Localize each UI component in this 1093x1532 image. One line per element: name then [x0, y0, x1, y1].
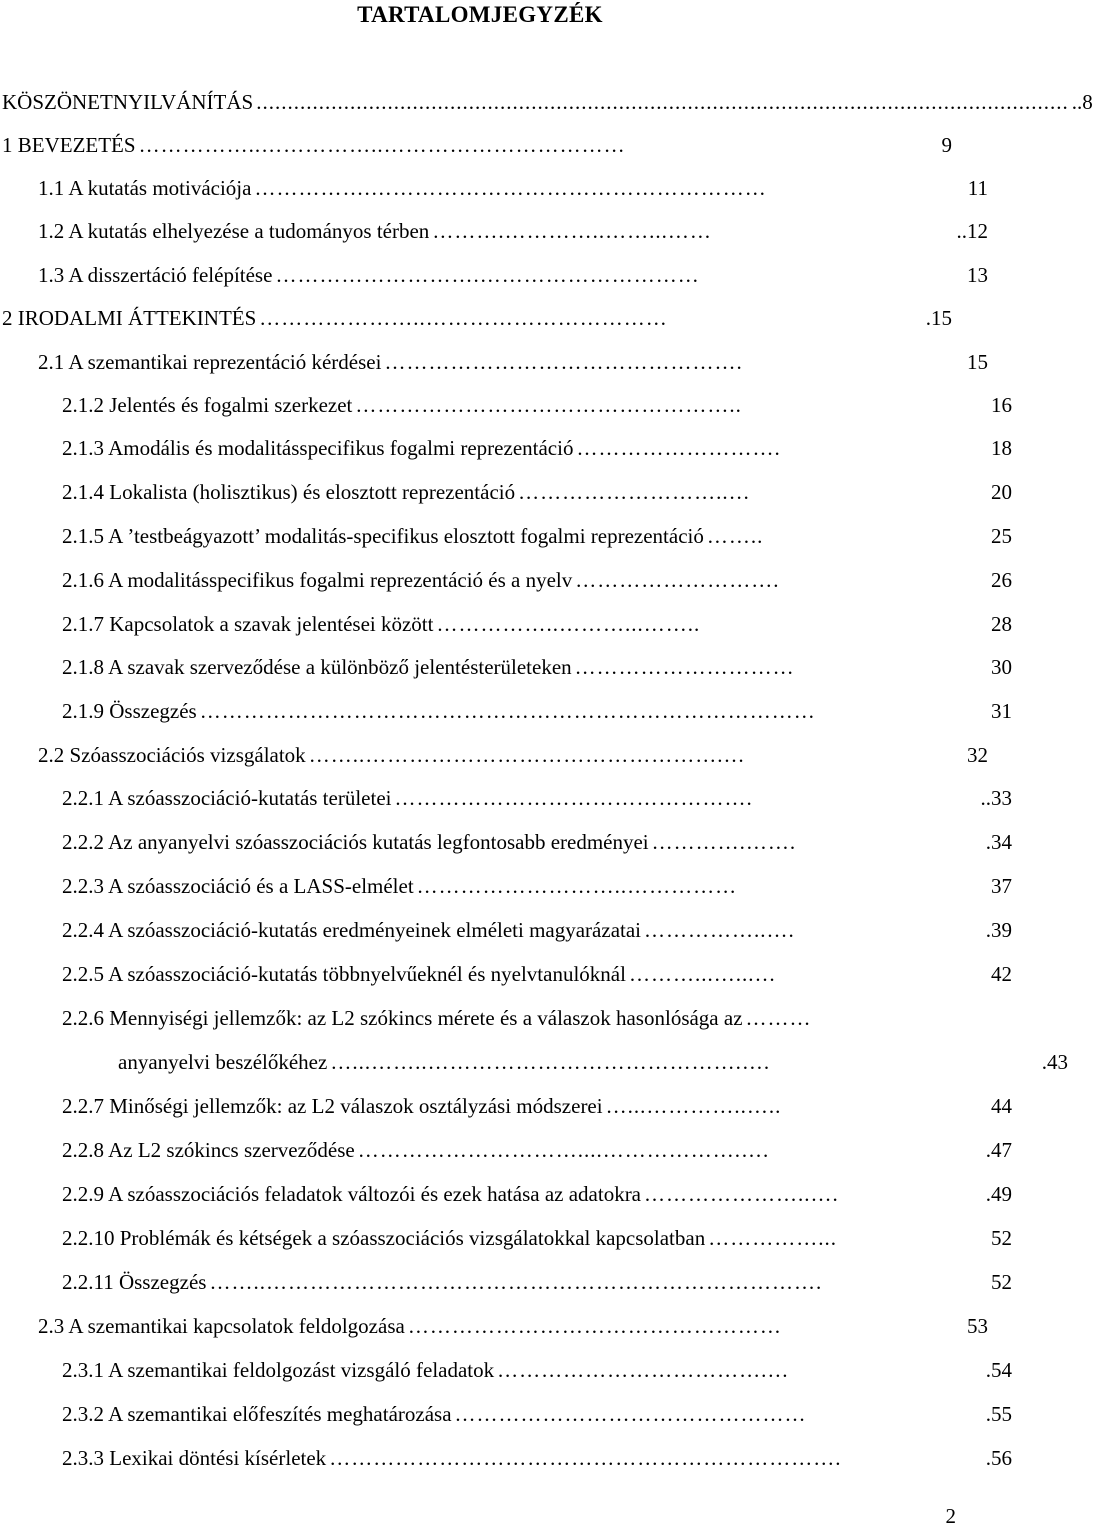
toc-entry-label: 2.1.2 Jelentés és fogalmi szerkezet [62, 393, 353, 417]
toc-entry-label: 2.2.4 A szóasszociáció-kutatás eredményeinek elméleti magyarázatai [62, 918, 642, 942]
toc-entry-label: 2.1.9 Összegzés [62, 699, 197, 723]
toc-entry-page: 25 [991, 524, 1012, 548]
toc-entry[interactable] [0, 916, 1012, 944]
toc-entry[interactable] [0, 304, 952, 332]
toc-entry-leader: …….. [706, 524, 764, 548]
toc-entry-label: 2.2.11 Összegzés [62, 1270, 207, 1294]
toc-entry-label: 2.3.2 A szemantikai előfeszítés meghatározása [62, 1402, 452, 1426]
toc-entry-page: 52 [991, 1226, 1012, 1250]
toc-entry-leader: …...…………..….. [605, 1094, 782, 1118]
toc-entry-page: 30 [991, 655, 1012, 679]
toc-entry-page: 28 [991, 612, 1012, 636]
toc-entry-label: 2.1.5 A ’testbeágyazott’ modalitás-specifikus elosztott fogalmi reprezentáció [62, 524, 704, 548]
toc-entry-page: ..12 [956, 219, 988, 243]
toc-entry-label: 2.1.8 A szavak szerveződése a különböző jelentésterületeken [62, 655, 572, 679]
toc-entry-leader: ………………………………………………………………………… [199, 699, 816, 723]
toc-entry[interactable] [0, 741, 988, 769]
toc-entry-label: 1.2 A kutatás elhelyezése a tudományos térben [38, 219, 430, 243]
toc-entry[interactable] [0, 653, 1012, 681]
toc-entry[interactable] [0, 348, 988, 376]
toc-entry-label: 2.3.3 Lexikai döntési kísérletek [62, 1446, 327, 1470]
toc-entry-leader: …………………..…. [644, 1182, 839, 1206]
toc-entry-label: 2.2.8 Az L2 szókincs szerveződése [62, 1138, 355, 1162]
toc-entry-leader: ………………………. [576, 436, 781, 460]
page-number: 2 [945, 1504, 956, 1528]
toc-entry-leader: ……………..………...…….. [436, 612, 701, 636]
toc-entry-leader: ……………………………….… [497, 1358, 790, 1382]
toc-entry-label: anyanyelvi beszélőkéhez [118, 1050, 328, 1074]
toc-entry-leader: ………….……. [651, 830, 797, 854]
toc-entry[interactable] [0, 1136, 1012, 1164]
toc-entry-leader: ……..………………………………………….… [308, 743, 746, 767]
toc-entry[interactable] [0, 1268, 1012, 1296]
toc-entry-page: .54 [985, 1358, 1012, 1382]
toc-entry-page: 15 [967, 350, 988, 374]
toc-entry-page: .39 [985, 918, 1012, 942]
toc-entry-label: 2.2.2 Az anyanyelvi szóasszociációs kutatás legfontosabb eredményei [62, 830, 649, 854]
toc-entry-leader: …………………………………………. [394, 786, 753, 810]
toc-entry-leader: ……… [745, 1006, 812, 1030]
toc-entry-label: 2.1.3 Amodális és modalitásspecifikus fogalmi reprezentáció [62, 436, 574, 460]
toc-entry[interactable] [0, 1004, 1012, 1032]
toc-entry-page: 32 [967, 743, 988, 767]
toc-entry[interactable] [0, 1400, 1012, 1428]
toc-entry-label: 2.2.7 Minőségi jellemzők: az L2 válaszok osztályzási módszerei [62, 1094, 603, 1118]
toc-entry-page: .15 [925, 306, 952, 330]
toc-entry-page: 9 [941, 133, 952, 157]
toc-entry-leader: ……..…………………………………………………………………. [209, 1270, 823, 1294]
toc-entry-leader: …………………………………………… [407, 1314, 782, 1338]
toc-entry[interactable] [0, 828, 1012, 856]
toc-entry-leader: …………………………………………….. [355, 393, 742, 417]
toc-entry-label: 2.1.6 A modalitásspecifikus fogalmi reprezentáció és a nyelv [62, 568, 573, 592]
toc-entry-leader: …………………………....……………….…. [357, 1138, 770, 1162]
toc-entry-page: 52 [991, 1270, 1012, 1294]
toc-entry-leader: ………………………..… [518, 480, 751, 504]
toc-entry-page: 11 [967, 176, 988, 200]
toc-entry[interactable] [0, 1048, 1068, 1076]
toc-entry[interactable] [0, 522, 1012, 550]
toc-entry-label: 2.2.3 A szóasszociáció és a LASS-elmélet [62, 874, 414, 898]
toc-entry-label: 2.2.5 A szóasszociáció-kutatás többnyelvűeknél és nyelvtanulóknál [62, 962, 626, 986]
toc-entry-label: 1 BEVEZETÉS [2, 133, 136, 157]
toc-entry-label: 2.3.1 A szemantikai feldolgozást vizsgáló feladatok [62, 1358, 495, 1382]
toc-entry-page: 53 [967, 1314, 988, 1338]
toc-entry-label: 2.1.7 Kapcsolatok a szavak jelentései között [62, 612, 434, 636]
toc-entry-leader: ……………..…. [644, 918, 795, 942]
toc-entry-page: .56 [985, 1446, 1012, 1470]
toc-entry-leader: ……………... [708, 1226, 837, 1250]
toc-entry[interactable] [0, 1092, 1012, 1120]
toc-entry-page: 18 [991, 436, 1012, 460]
toc-entry-page: ..33 [980, 786, 1012, 810]
toc-entry-page: 31 [991, 699, 1012, 723]
toc-entry-leader: .................................................................................................................................. [256, 90, 1069, 114]
toc-entry-page: 26 [991, 568, 1012, 592]
toc-entry-leader: ………………………. [575, 568, 780, 592]
toc-entry-label: KÖSZÖNETNYILVÁNÍTÁS [2, 90, 254, 114]
toc-entry-leader: ………………………..…………… [416, 874, 738, 898]
toc-entry[interactable] [0, 131, 952, 159]
toc-entry-page: .43 [1041, 1050, 1068, 1074]
toc-entry-leader: ……………..……………..…………………………… [138, 133, 626, 157]
toc-entry-page: .49 [985, 1182, 1012, 1206]
toc-entry[interactable] [0, 217, 988, 245]
toc-entry-page: 37 [991, 874, 1012, 898]
toc-entry[interactable] [0, 1356, 1012, 1384]
toc-entry-page: .55 [985, 1402, 1012, 1426]
toc-entry-label: 1.1 A kutatás motivációja [38, 176, 252, 200]
toc-entry-page: 44 [991, 1094, 1012, 1118]
toc-entry[interactable] [0, 174, 988, 202]
toc-entry[interactable] [0, 1180, 1012, 1208]
toc-entry-label: 2.2.10 Problémák és kétségek a szóasszociációs vizsgálatokkal kapcsolatban [62, 1226, 706, 1250]
toc-entry-label: 2.3 A szemantikai kapcsolatok feldolgozása [38, 1314, 405, 1338]
toc-entry-label: 1.3 A disszertáció felépítése [38, 263, 273, 287]
toc-entry-page: .47 [985, 1138, 1012, 1162]
toc-title: TARTALOMJEGYZÉK [357, 2, 603, 27]
toc-entry-page: 16 [991, 393, 1012, 417]
toc-entry-leader: ………...…...… [628, 962, 777, 986]
toc-entry[interactable] [0, 478, 1012, 506]
toc-entry[interactable] [0, 960, 1012, 988]
toc-entry[interactable] [0, 88, 1093, 116]
toc-entry[interactable] [0, 434, 1012, 462]
toc-entry-leader: …………………………………………. [384, 350, 743, 374]
toc-entry-label: 2.1.4 Lokalista (holisztikus) és elosztott reprezentáció [62, 480, 516, 504]
toc-entry-page: 42 [991, 962, 1012, 986]
toc-entry-label: 2 IRODALMI ÁTTEKINTÉS [2, 306, 257, 330]
toc-entry-label: 2.2.9 A szóasszociációs feladatok változói és ezek hatása az adatokra [62, 1182, 642, 1206]
toc-entry-label: 2.2.1 A szóasszociáció-kutatás területei [62, 786, 392, 810]
toc-entry[interactable] [0, 697, 1012, 725]
toc-entry[interactable] [0, 610, 1012, 638]
toc-entry-leader: ……….…………..……...…… [432, 219, 712, 243]
toc-entry-leader: ……………………………………………………………. [329, 1446, 842, 1470]
toc-entry[interactable] [0, 391, 1012, 419]
toc-entry-page: .34 [985, 830, 1012, 854]
toc-entry-label: 2.2.6 Mennyiségi jellemzők: az L2 szókincs mérete és a válaszok hasonlósága az [62, 1006, 743, 1030]
toc-entry[interactable] [0, 1444, 1012, 1472]
toc-entry-page: 13 [967, 263, 988, 287]
toc-entry[interactable] [0, 784, 1012, 812]
toc-entry-leader: …...……..…………………………………….…. [330, 1050, 771, 1074]
toc-entry[interactable] [0, 872, 1012, 900]
toc-entry[interactable] [0, 1224, 1012, 1252]
toc-entry-leader: ………………………… [574, 655, 795, 679]
toc-entry-leader: ……………………….………………………… [275, 263, 700, 287]
toc-entry-leader: …………….……………………………………………… [254, 176, 767, 200]
toc-entry-leader: ………………………………………… [454, 1402, 807, 1426]
toc-entry-label: 2.2 Szóasszociációs vizsgálatok [38, 743, 306, 767]
toc-entry[interactable] [0, 1312, 988, 1340]
toc-entry[interactable] [0, 566, 1012, 594]
toc-entry[interactable] [0, 261, 988, 289]
toc-entry-page: ..8 [1071, 90, 1093, 114]
toc-entry-page: 20 [991, 480, 1012, 504]
toc-entry-label: 2.1 A szemantikai reprezentáció kérdései [38, 350, 382, 374]
toc-entry-leader: …………………..…………………………… [259, 306, 668, 330]
